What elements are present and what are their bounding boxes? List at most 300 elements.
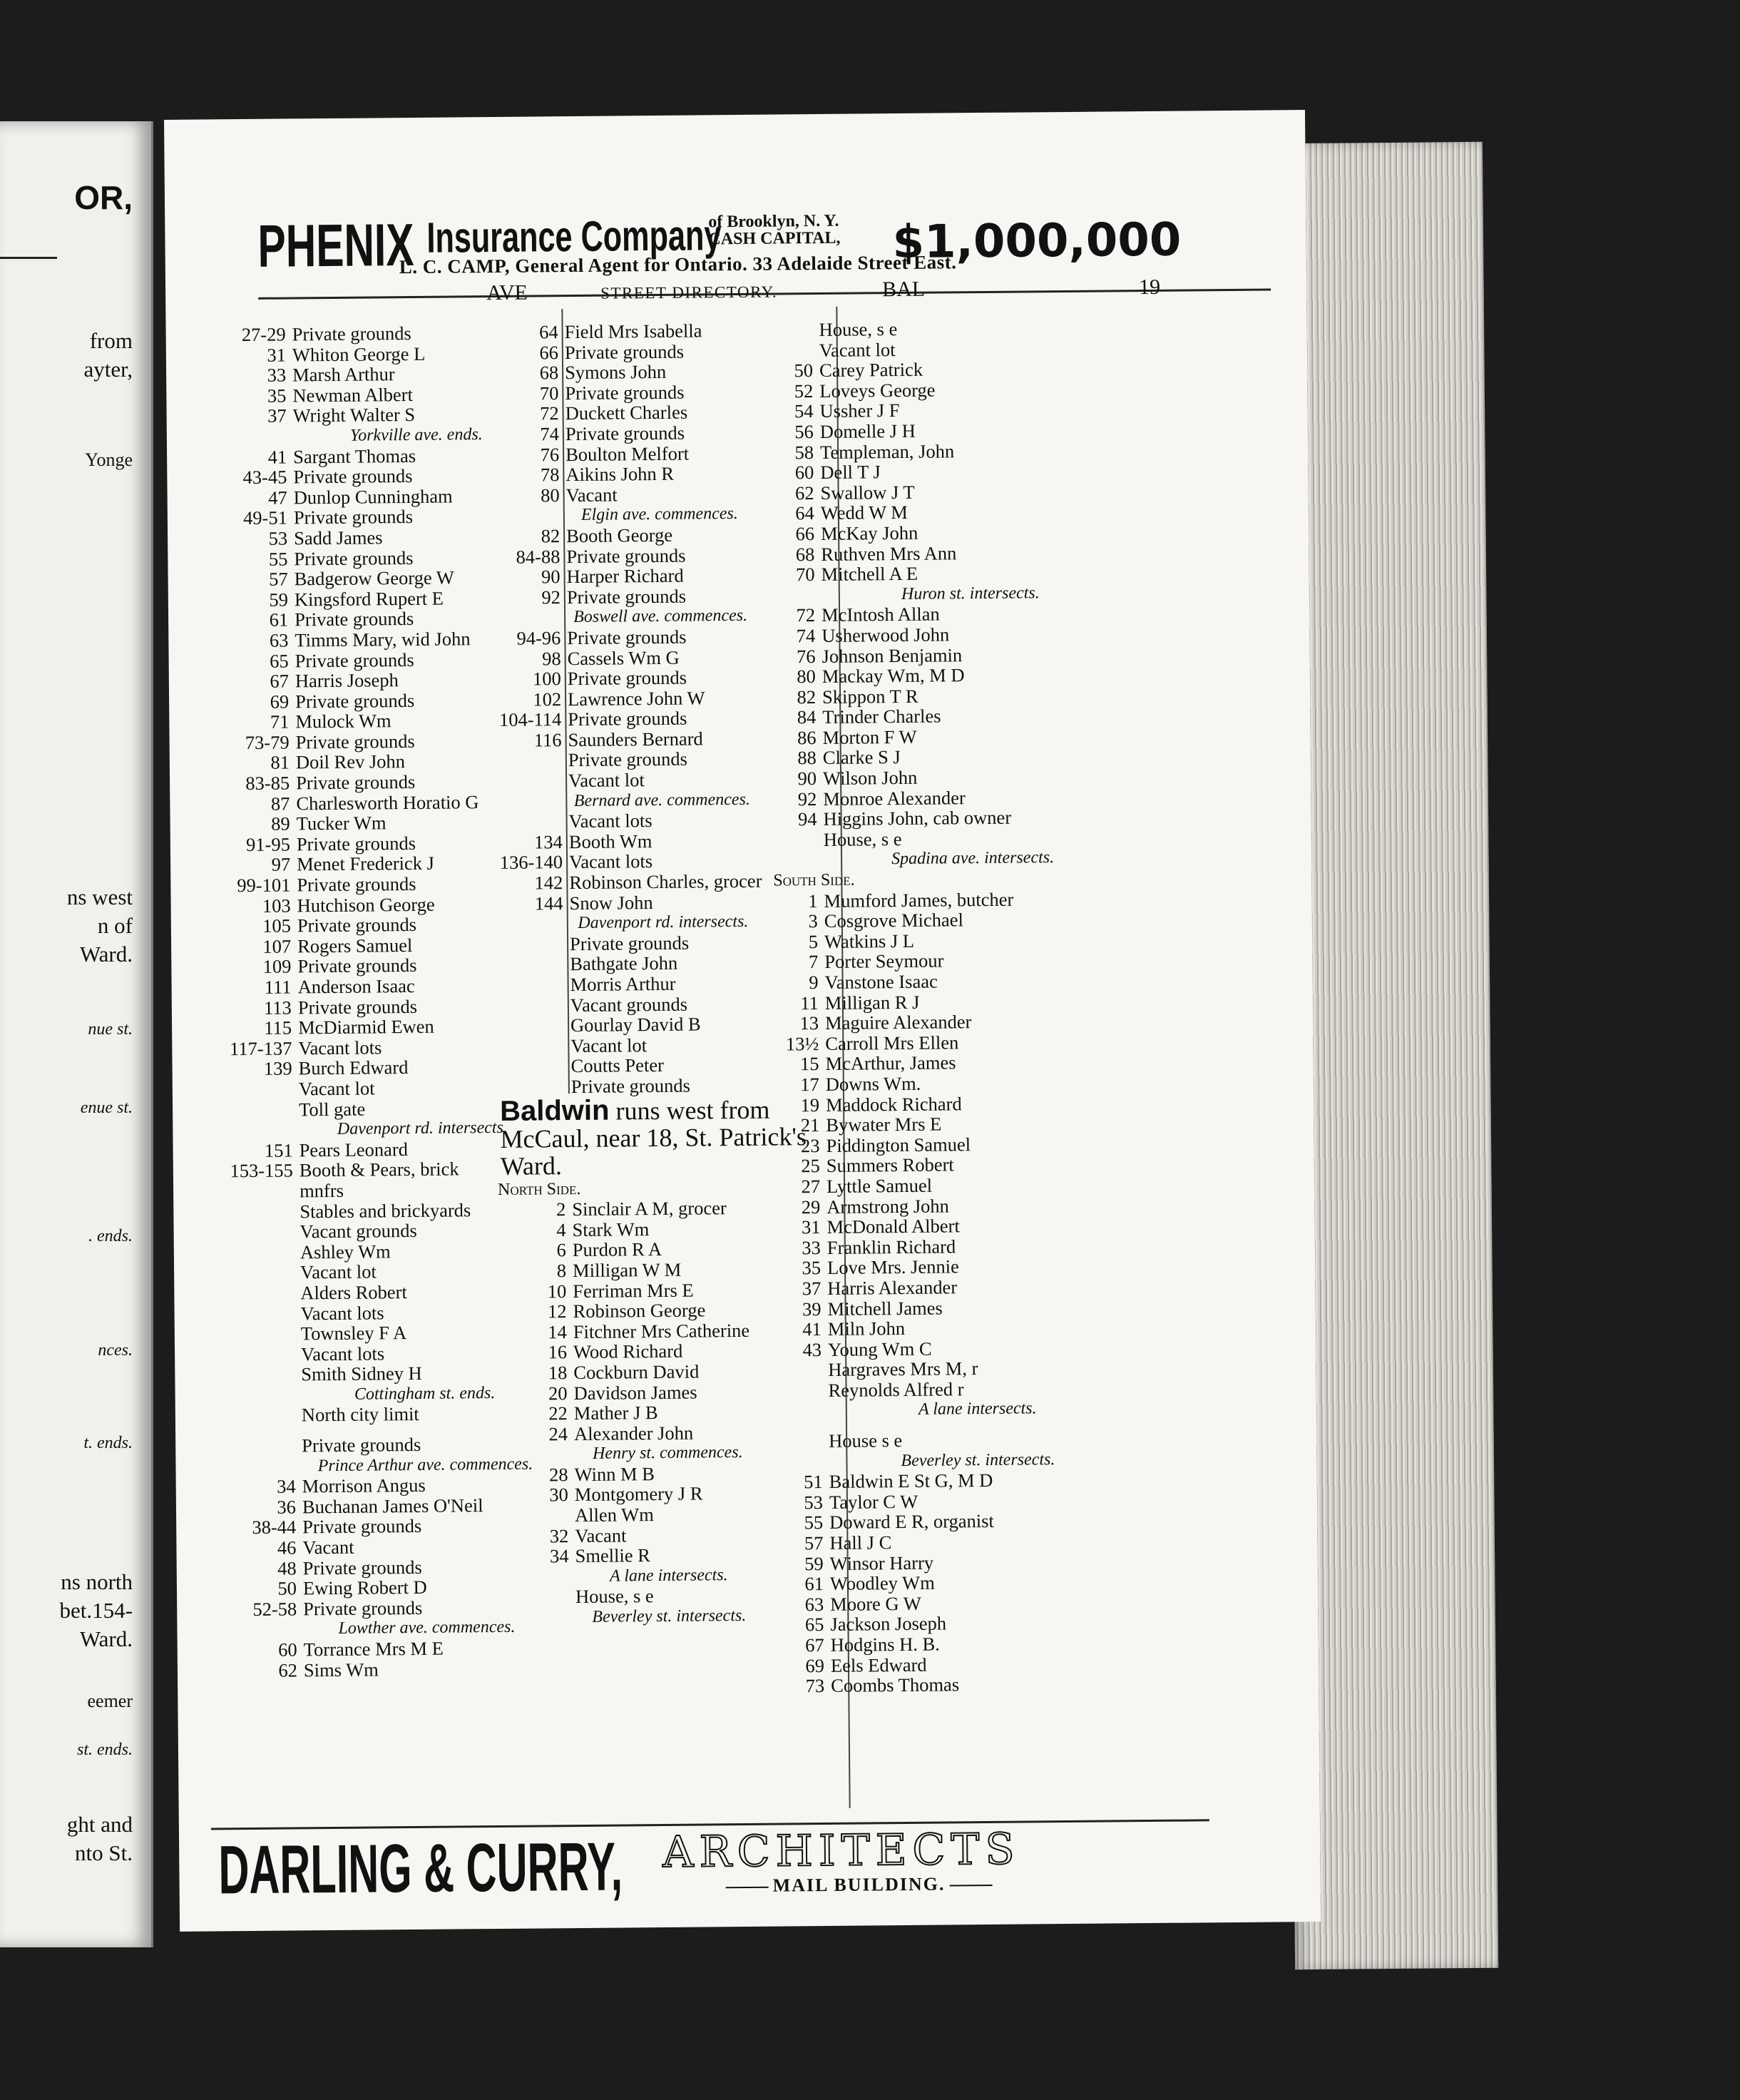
resident-name: Sadd James	[293, 526, 383, 549]
house-number: 33	[267, 364, 287, 386]
house-number: 76	[540, 443, 560, 465]
resident-name: Boulton Melfort	[565, 442, 690, 465]
house-number: 31	[801, 1216, 821, 1238]
resident-name: Burch Edward	[298, 1056, 409, 1079]
resident-name: Vacant	[566, 484, 618, 506]
facing-page-text: Ward.	[79, 942, 133, 967]
facing-page-text: Ward.	[79, 1626, 133, 1651]
house-number: 14	[548, 1320, 567, 1343]
resident-name: Morris Arthur	[570, 972, 676, 996]
house-number: 22	[548, 1402, 568, 1424]
house-number: 20	[548, 1382, 568, 1404]
resident-name: Milligan W M	[572, 1258, 682, 1281]
resident-name: Gourlay David B	[570, 1013, 701, 1036]
house-number: 94	[797, 808, 817, 830]
house-number: 8	[556, 1260, 567, 1282]
street-note: Yorkville ave. ends.	[349, 425, 483, 445]
house-number: 109	[262, 955, 292, 978]
street-note: Elgin ave. commences.	[580, 504, 738, 525]
house-number: 53	[804, 1491, 824, 1514]
facing-page-text: nue st.	[88, 1020, 133, 1039]
resident-name: Vacant lot	[298, 1077, 375, 1100]
house-number: 144	[534, 892, 563, 914]
house-number: 151	[264, 1139, 293, 1161]
column-right	[768, 317, 1179, 1697]
house-number: 57	[268, 568, 288, 590]
resident-name: Private grounds	[294, 608, 414, 631]
house-number: 63	[269, 629, 289, 651]
resident-name: Private grounds	[566, 544, 686, 567]
house-number: 60	[278, 1638, 297, 1661]
house-number: 2	[556, 1198, 566, 1220]
house-number: 81	[270, 751, 290, 774]
house-number: 111	[264, 976, 292, 998]
street-note: Huron st. intersects.	[901, 583, 1040, 603]
resident-name: Charlesworth Horatio G	[296, 790, 479, 815]
resident-name: Monroe Alexander	[823, 786, 966, 810]
resident-name: Vacant lots	[300, 1301, 384, 1324]
house-number: 134	[533, 831, 563, 853]
house-number: 21	[800, 1114, 820, 1136]
resident-name: Wright Walter S	[292, 404, 416, 427]
resident-name: Private grounds	[302, 1556, 422, 1579]
resident-name: Ashley Wm	[300, 1240, 391, 1263]
resident-name: House, s e	[575, 1585, 654, 1608]
house-number: 25	[801, 1155, 820, 1177]
side-heading: South Side.	[773, 870, 855, 890]
house-number: 136-140	[499, 851, 563, 874]
resident-name: Private grounds	[296, 832, 416, 855]
resident-name: Templeman, John	[819, 439, 955, 463]
house-number: 33	[802, 1236, 821, 1258]
house-number: 60	[794, 462, 814, 484]
resident-name: Usherwood John	[822, 623, 950, 646]
resident-name: Private grounds	[565, 381, 685, 404]
resident-name: Winn M B	[574, 1462, 655, 1485]
house-number: 91-95	[245, 833, 290, 855]
resident-name: Lyttle Samuel	[826, 1174, 933, 1197]
resident-name: McKay John	[820, 521, 918, 544]
house-number: 55	[268, 548, 288, 570]
resident-name: Pears Leonard	[299, 1138, 409, 1161]
street-note: Spadina ave. intersects.	[891, 848, 1055, 869]
resident-name: Menet Frederick J	[296, 852, 435, 875]
resident-name: House s e	[829, 1429, 903, 1452]
resident-name: Wilson John	[822, 766, 918, 790]
facing-page-text: eemer	[87, 1691, 133, 1711]
house-number: 52-58	[252, 1598, 297, 1620]
resident-name: Harper Richard	[566, 564, 684, 588]
house-number: 51	[804, 1471, 823, 1493]
facing-page-text: bet.154-	[59, 1598, 133, 1623]
house-number: 10	[547, 1280, 567, 1302]
resident-name: Vacant lot	[300, 1260, 377, 1283]
house-number: 4	[556, 1218, 566, 1241]
house-number: 83-85	[245, 772, 290, 795]
house-number: 103	[262, 894, 291, 917]
resident-name: Young Wm C	[827, 1337, 932, 1360]
house-number: 71	[270, 710, 290, 733]
resident-name: Morton F W	[822, 725, 917, 748]
resident-name: McDonald Albert	[826, 1215, 960, 1238]
resident-name: Ewing Robert D	[302, 1576, 427, 1599]
resident-name: Buchanan James O'Neil	[302, 1494, 483, 1518]
house-number: 61	[804, 1573, 824, 1595]
house-number: 105	[262, 914, 291, 937]
resident-name: Aikins John R	[566, 462, 675, 486]
resident-name: Dunlop Cunningham	[293, 485, 453, 509]
facing-page-text: OR,	[74, 179, 133, 216]
house-number: 5	[808, 930, 819, 952]
house-number: 37	[267, 404, 287, 427]
house-number: 80	[797, 666, 816, 688]
resident-name: mnfrs	[299, 1179, 344, 1202]
resident-name: Trinder Charles	[822, 705, 941, 728]
resident-name: Vanstone Isaac	[824, 970, 938, 993]
house-number: 17	[800, 1074, 819, 1096]
resident-name: Love Mrs. Jennie	[826, 1255, 959, 1279]
house-number: 64	[538, 321, 558, 343]
resident-name: Smellie R	[575, 1544, 650, 1567]
street-note: Davenport rd. intersects.	[578, 912, 749, 933]
house-number: 36	[277, 1496, 297, 1518]
resident-name: Saunders Bernard	[568, 728, 703, 750]
resident-name: Private grounds	[297, 954, 417, 977]
house-number: 78	[540, 464, 560, 486]
house-number: 69	[270, 690, 290, 713]
house-number: 29	[801, 1196, 821, 1218]
resident-name: Ussher J F	[819, 399, 900, 422]
resident-name: Booth & Pears, brick	[299, 1158, 459, 1181]
resident-name: Smith Sidney H	[301, 1362, 422, 1385]
house-number: 48	[277, 1557, 297, 1579]
resident-name: Private grounds	[565, 422, 685, 445]
resident-name: Badgerow George W	[294, 566, 454, 590]
facing-page-fragment	[0, 121, 153, 1947]
resident-name: Cockburn David	[573, 1360, 700, 1383]
resident-name: Private grounds	[293, 506, 414, 529]
running-head-left: AVE	[486, 280, 528, 305]
house-number: 89	[270, 812, 290, 835]
resident-name: Snow John	[569, 891, 653, 914]
resident-name: Private grounds	[297, 914, 417, 937]
running-head-title: STREET DIRECTORY.	[600, 282, 778, 302]
house-number: 76	[796, 645, 816, 667]
resident-name: Hall J C	[829, 1531, 892, 1554]
street-note: Cottingham st. ends.	[354, 1383, 496, 1404]
house-number: 98	[541, 647, 561, 669]
resident-name: Mackay Wm, M D	[822, 664, 965, 688]
resident-name: Porter Seymour	[824, 949, 944, 973]
house-number: 13	[799, 1012, 819, 1034]
facing-page-text: t. ends.	[83, 1434, 133, 1452]
house-number: 43	[802, 1338, 822, 1360]
house-number: 39	[802, 1298, 822, 1320]
house-number: 54	[794, 400, 814, 422]
house-number: 24	[548, 1422, 568, 1445]
house-number: 87	[270, 792, 290, 815]
house-number: 102	[533, 688, 562, 710]
resident-name: Milligan R J	[824, 991, 920, 1014]
resident-name: McArthur, James	[825, 1051, 956, 1075]
house-number: 97	[271, 853, 291, 876]
resident-name: Harris Joseph	[295, 669, 399, 692]
house-number: 53	[268, 527, 288, 549]
resident-name: McIntosh Allan	[821, 603, 940, 626]
street-name: Baldwin	[499, 1094, 610, 1127]
house-number: 12	[547, 1300, 567, 1322]
resident-name: Fitchner Mrs Catherine	[573, 1319, 750, 1342]
resident-name: Maguire Alexander	[824, 1011, 972, 1034]
resident-name: Private grounds	[566, 585, 687, 608]
footer-profession: ARCHITECTS	[662, 1824, 1020, 1877]
house-number: 41	[267, 446, 287, 468]
resident-name: Downs Wm.	[825, 1072, 921, 1095]
street-note: Beverley st. intersects.	[901, 1449, 1055, 1470]
resident-name: Montgomery J R	[574, 1482, 703, 1506]
house-number: 47	[267, 486, 287, 509]
resident-name: Cosgrove Michael	[824, 909, 963, 932]
resident-name: Vacant lots	[568, 850, 653, 873]
resident-name: Bathgate John	[570, 952, 678, 975]
facing-page-text: enue st.	[80, 1099, 133, 1117]
house-number: 104-114	[498, 708, 562, 731]
resident-name: Carroll Mrs Ellen	[825, 1031, 959, 1054]
resident-name: Sinclair A M, grocer	[572, 1197, 727, 1220]
resident-name: Miln John	[827, 1317, 906, 1340]
resident-name: Private grounds	[568, 748, 688, 771]
house-number: 28	[548, 1464, 568, 1486]
street-note: A lane intersects.	[918, 1399, 1037, 1419]
facing-page-text: n of	[97, 913, 133, 938]
house-number: 72	[539, 402, 559, 424]
house-number: 38-44	[252, 1516, 297, 1539]
house-number: 74	[540, 423, 559, 445]
house-number: 80	[540, 484, 560, 506]
resident-name: Tucker Wm	[296, 812, 387, 835]
resident-name: Cassels Wm G	[567, 646, 680, 669]
resident-name: Eels Edward	[830, 1653, 927, 1676]
resident-name: Coombs Thomas	[831, 1673, 960, 1697]
resident-name: Private grounds	[295, 648, 414, 671]
resident-name: Symons John	[564, 361, 667, 384]
resident-name: Booth Wm	[568, 830, 652, 852]
house-number: 82	[541, 525, 561, 547]
facing-page-text: nto St.	[75, 1840, 133, 1865]
house-number: 30	[549, 1484, 568, 1506]
resident-name: Private grounds	[293, 465, 413, 488]
resident-name: House, s e	[819, 318, 898, 340]
resident-name: Kingsford Rupert E	[294, 587, 444, 611]
resident-name: Vacant lots	[298, 1036, 382, 1059]
house-number: 142	[534, 872, 563, 894]
resident-name: Private grounds	[302, 1433, 421, 1457]
street-note: Bernard ave. commences.	[573, 790, 750, 810]
resident-name: Domelle J H	[819, 419, 916, 442]
house-number: 50	[277, 1577, 297, 1599]
house-number: 153-155	[230, 1159, 293, 1182]
street-note: Prince Arthur ave. commences.	[317, 1454, 533, 1475]
house-number: 11	[800, 992, 819, 1014]
house-number: 61	[269, 608, 289, 631]
resident-name: Allen Wm	[574, 1504, 654, 1526]
house-number: 84	[797, 706, 817, 728]
house-number: 34	[277, 1475, 296, 1497]
resident-name: Vacant lot	[570, 1034, 648, 1056]
footer-address: MAIL BUILDING.	[722, 1873, 997, 1897]
house-number: 100	[532, 668, 561, 690]
house-number: 90	[541, 566, 561, 588]
resident-name: Hodgins H. B.	[830, 1633, 940, 1656]
resident-name: Franklin Richard	[826, 1235, 956, 1258]
house-number: 92	[541, 586, 561, 608]
resident-name: Woodley Wm	[829, 1571, 935, 1595]
resident-name: Mather J B	[573, 1402, 658, 1424]
resident-name: Private grounds	[302, 1515, 422, 1538]
house-number: 49-51	[242, 506, 288, 529]
resident-name: Private grounds	[295, 730, 415, 753]
resident-name: Taylor C W	[829, 1490, 918, 1513]
house-number: 15	[799, 1053, 819, 1075]
house-number: 65	[804, 1614, 824, 1636]
house-number: 37	[802, 1277, 822, 1300]
house-number: 13½	[785, 1032, 819, 1055]
house-number: 50	[794, 360, 814, 382]
house-number: 57	[804, 1532, 824, 1554]
resident-name: Torrance Mrs M E	[303, 1637, 444, 1661]
resident-name: Doil Rev John	[295, 750, 406, 773]
resident-name: Coutts Peter	[570, 1054, 665, 1077]
resident-name: Harris Alexander	[827, 1276, 958, 1299]
facing-page-text: Yonge	[85, 449, 133, 470]
resident-name: Private grounds	[303, 1596, 423, 1620]
resident-name: Booth George	[566, 524, 673, 547]
resident-name: Rogers Samuel	[297, 934, 413, 957]
resident-name: Private grounds	[295, 689, 415, 713]
house-number: 41	[802, 1318, 822, 1340]
resident-name: Sargant Thomas	[292, 444, 416, 467]
resident-name: Lawrence John W	[567, 687, 705, 710]
house-number: 99-101	[237, 874, 291, 897]
resident-name: Loveys George	[819, 379, 936, 402]
resident-name: Moore G W	[830, 1592, 921, 1615]
resident-name: Vacant lot	[568, 769, 645, 792]
resident-name: North city limit	[301, 1403, 419, 1426]
resident-name: Private grounds	[295, 771, 416, 794]
resident-name: Mitchell A E	[821, 562, 918, 586]
house-number: 86	[797, 726, 817, 749]
resident-name: Davidson James	[573, 1381, 697, 1404]
resident-name: House, s e	[823, 827, 902, 850]
resident-name: Alders Robert	[300, 1280, 407, 1304]
resident-name: Field Mrs Isabella	[564, 320, 702, 343]
house-number: 107	[262, 935, 292, 957]
house-number: 73	[805, 1675, 825, 1697]
house-number: 84-88	[516, 545, 561, 568]
ad-agent-line: L. C. CAMP, General Agent for Ontario. 33 Adelaide Street East.	[399, 251, 957, 278]
house-number: 67	[805, 1634, 824, 1656]
house-number: 27-29	[241, 323, 286, 346]
house-number: 32	[549, 1524, 569, 1547]
resident-name: Private grounds	[570, 1074, 691, 1098]
house-number: 74	[796, 624, 816, 647]
resident-name: Swallow J T	[820, 481, 915, 504]
house-number: 56	[794, 421, 814, 443]
ad-capital-amount: $1,000,000	[892, 213, 1182, 270]
house-number: 9	[809, 972, 819, 994]
facing-page-text: st. ends.	[77, 1740, 133, 1759]
facing-page-rule	[0, 257, 57, 259]
resident-name: Carey Patrick	[819, 358, 923, 382]
house-number: 35	[267, 384, 287, 407]
resident-name: Vacant grounds	[570, 993, 688, 1016]
directory-entry	[780, 1673, 1179, 1696]
house-number: 73-79	[245, 731, 290, 753]
house-number: 65	[269, 650, 289, 672]
resident-name: Private grounds	[564, 340, 685, 363]
house-number: 117-137	[229, 1037, 292, 1060]
resident-name: Alexander John	[573, 1422, 694, 1444]
insurance-advertisement	[257, 160, 1328, 280]
resident-name: Ferriman Mrs E	[573, 1279, 694, 1302]
resident-name: Duckett Charles	[565, 401, 688, 424]
resident-name: Baldwin E St G, M D	[829, 1469, 993, 1493]
resident-name: Armstrong John	[826, 1194, 949, 1218]
house-number: 82	[797, 685, 817, 708]
resident-name: Mumford James, butcher	[824, 888, 1014, 912]
resident-name: Vacant lots	[568, 810, 652, 832]
street-description: runs west from McCaul, near 18, St. Patrick's Ward.	[500, 1095, 807, 1181]
house-number: 66	[539, 341, 558, 364]
house-number: 18	[548, 1362, 568, 1384]
resident-name: Piddington Samuel	[826, 1133, 971, 1156]
house-number: 35	[802, 1257, 822, 1279]
resident-name: Morrison Angus	[302, 1474, 426, 1497]
house-number: 55	[804, 1512, 824, 1534]
resident-name: Private grounds	[297, 872, 416, 896]
street-note: Henry st. commences.	[592, 1443, 743, 1464]
house-number: 52	[794, 379, 814, 402]
resident-name: Mulock Wm	[295, 710, 392, 733]
resident-name: Vacant lot	[819, 338, 896, 361]
resident-name: Jackson Joseph	[830, 1612, 947, 1636]
resident-name: McDiarmid Ewen	[297, 1015, 434, 1039]
resident-name: Dell T J	[820, 461, 881, 484]
resident-name: Hutchison George	[297, 893, 435, 917]
resident-name: Sims Wm	[303, 1658, 379, 1681]
house-number: 59	[269, 588, 289, 611]
house-number: 43-45	[242, 466, 287, 489]
directory-entry	[199, 1657, 655, 1681]
resident-name: Private grounds	[567, 666, 687, 690]
house-number: 68	[539, 362, 559, 384]
house-number: 23	[800, 1134, 820, 1157]
resident-name: Purdon R A	[572, 1238, 662, 1261]
house-number: 115	[264, 1016, 292, 1039]
resident-name: Robinson George	[573, 1299, 706, 1322]
house-number: 7	[808, 951, 819, 973]
resident-name: Private grounds	[294, 546, 414, 569]
street-note: Boswell ave. commences.	[573, 606, 748, 627]
resident-name: Marsh Arthur	[292, 363, 395, 386]
resident-name: Maddock Richard	[825, 1092, 962, 1116]
house-number: 94-96	[516, 627, 561, 649]
facing-page-text: ght and	[66, 1812, 133, 1837]
page-number: 19	[1138, 275, 1161, 300]
resident-name: Ruthven Mrs Ann	[821, 541, 957, 565]
house-number: 72	[796, 604, 816, 626]
house-number: 16	[548, 1341, 568, 1363]
